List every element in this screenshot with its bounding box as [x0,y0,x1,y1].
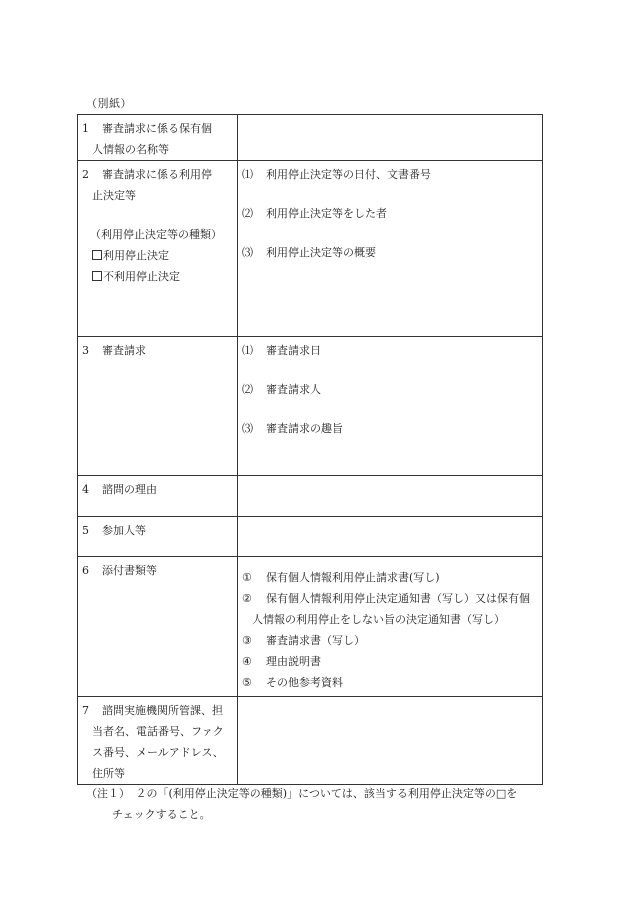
attachment-item-4: ④ 理由説明書 [242,655,321,668]
decision-kind-heading: （利用停止決定等の種類） [90,228,222,241]
row-2-item-1: ⑴ 利用停止決定等の日付、文書番号 [242,168,431,181]
row-5-value [238,517,543,557]
form-row-5 [78,517,543,557]
checkbox-icon[interactable] [92,250,102,260]
attachment-item-1: ① 保有個人情報利用停止請求書(写し) [242,571,440,584]
form-row-1 [78,115,543,161]
row-2-label: 2 審査請求に係る利用停 止決定等 （利用停止決定等の種類） 利用停止決定 不利用停止決定 [78,161,238,337]
row-3-value [238,337,543,476]
form-row-2 [78,161,543,337]
row-7-label: 7 諮問実施機関所管課、担 当者名、電話番号、ファク ス番号、メールアドレス、 住所等 [78,697,238,785]
checkbox-option-non-suspension[interactable]: 不利用停止決定 [82,266,233,287]
row-1-value [238,115,543,161]
attachment-item-3: ③ 審査請求書（写し） [242,634,365,647]
row-3-item-2: ⑵ 審査請求人 [242,383,321,396]
checkbox-icon[interactable] [92,271,102,281]
form-row-7 [78,697,543,785]
row-5-label: 5 参加人等 [78,517,238,557]
form-row-4 [78,476,543,517]
row-2-label-line-1: 審査請求に係る利用停 [102,168,212,181]
row-1-label-line-1: 審査請求に係る保有個 [102,122,212,135]
row-2-item-2: ⑵ 利用停止決定等をした者 [242,207,387,220]
row-2-label-line-2: 止決定等 [92,189,136,202]
row-6-label: 6 添付書類等 [78,557,238,697]
attachment-item-2: ② 保有個人情報利用停止決定通知書（写し）又は保有個 [242,592,530,605]
row-7-value [238,697,543,785]
review-request-form-table [77,114,543,785]
row-1-label: 1 審査請求に係る保有個 人情報の名称等 [78,115,238,161]
row-4-label: 4 諮問の理由 [78,476,238,517]
form-row-3 [78,337,543,476]
row-3-item-1: ⑴ 審査請求日 [242,344,321,357]
footnote-line-2: チェックすること。 [112,808,211,821]
checkbox-option-suspension[interactable]: 利用停止決定 [82,245,233,266]
row-3-label: 3 審査請求 [78,337,238,476]
row-1-label-line-2: 人情報の名称等 [92,143,169,156]
row-3-label-line-1: 審査請求 [102,344,146,357]
row-2-item-3: ⑶ 利用停止決定等の概要 [242,246,376,259]
row-2-value [238,161,543,337]
footnote-line-1: ２の「(利用停止決定等の種類)」については、該当する利用停止決定等の□を [135,787,518,800]
attachment-item-2-continued: 人情報の利用停止をしない旨の決定通知書（写し） [252,613,505,626]
footnote-label: （注１） [86,787,125,800]
attachment-caption: （別紙） [86,97,132,110]
row-3-item-3: ⑶ 審査請求の趣旨 [242,422,343,435]
row-4-value [238,476,543,517]
attachment-item-5: ⑤ その他参考資料 [242,676,343,689]
row-6-value [238,557,543,697]
footnote [86,783,517,825]
form-row-6 [78,557,543,697]
